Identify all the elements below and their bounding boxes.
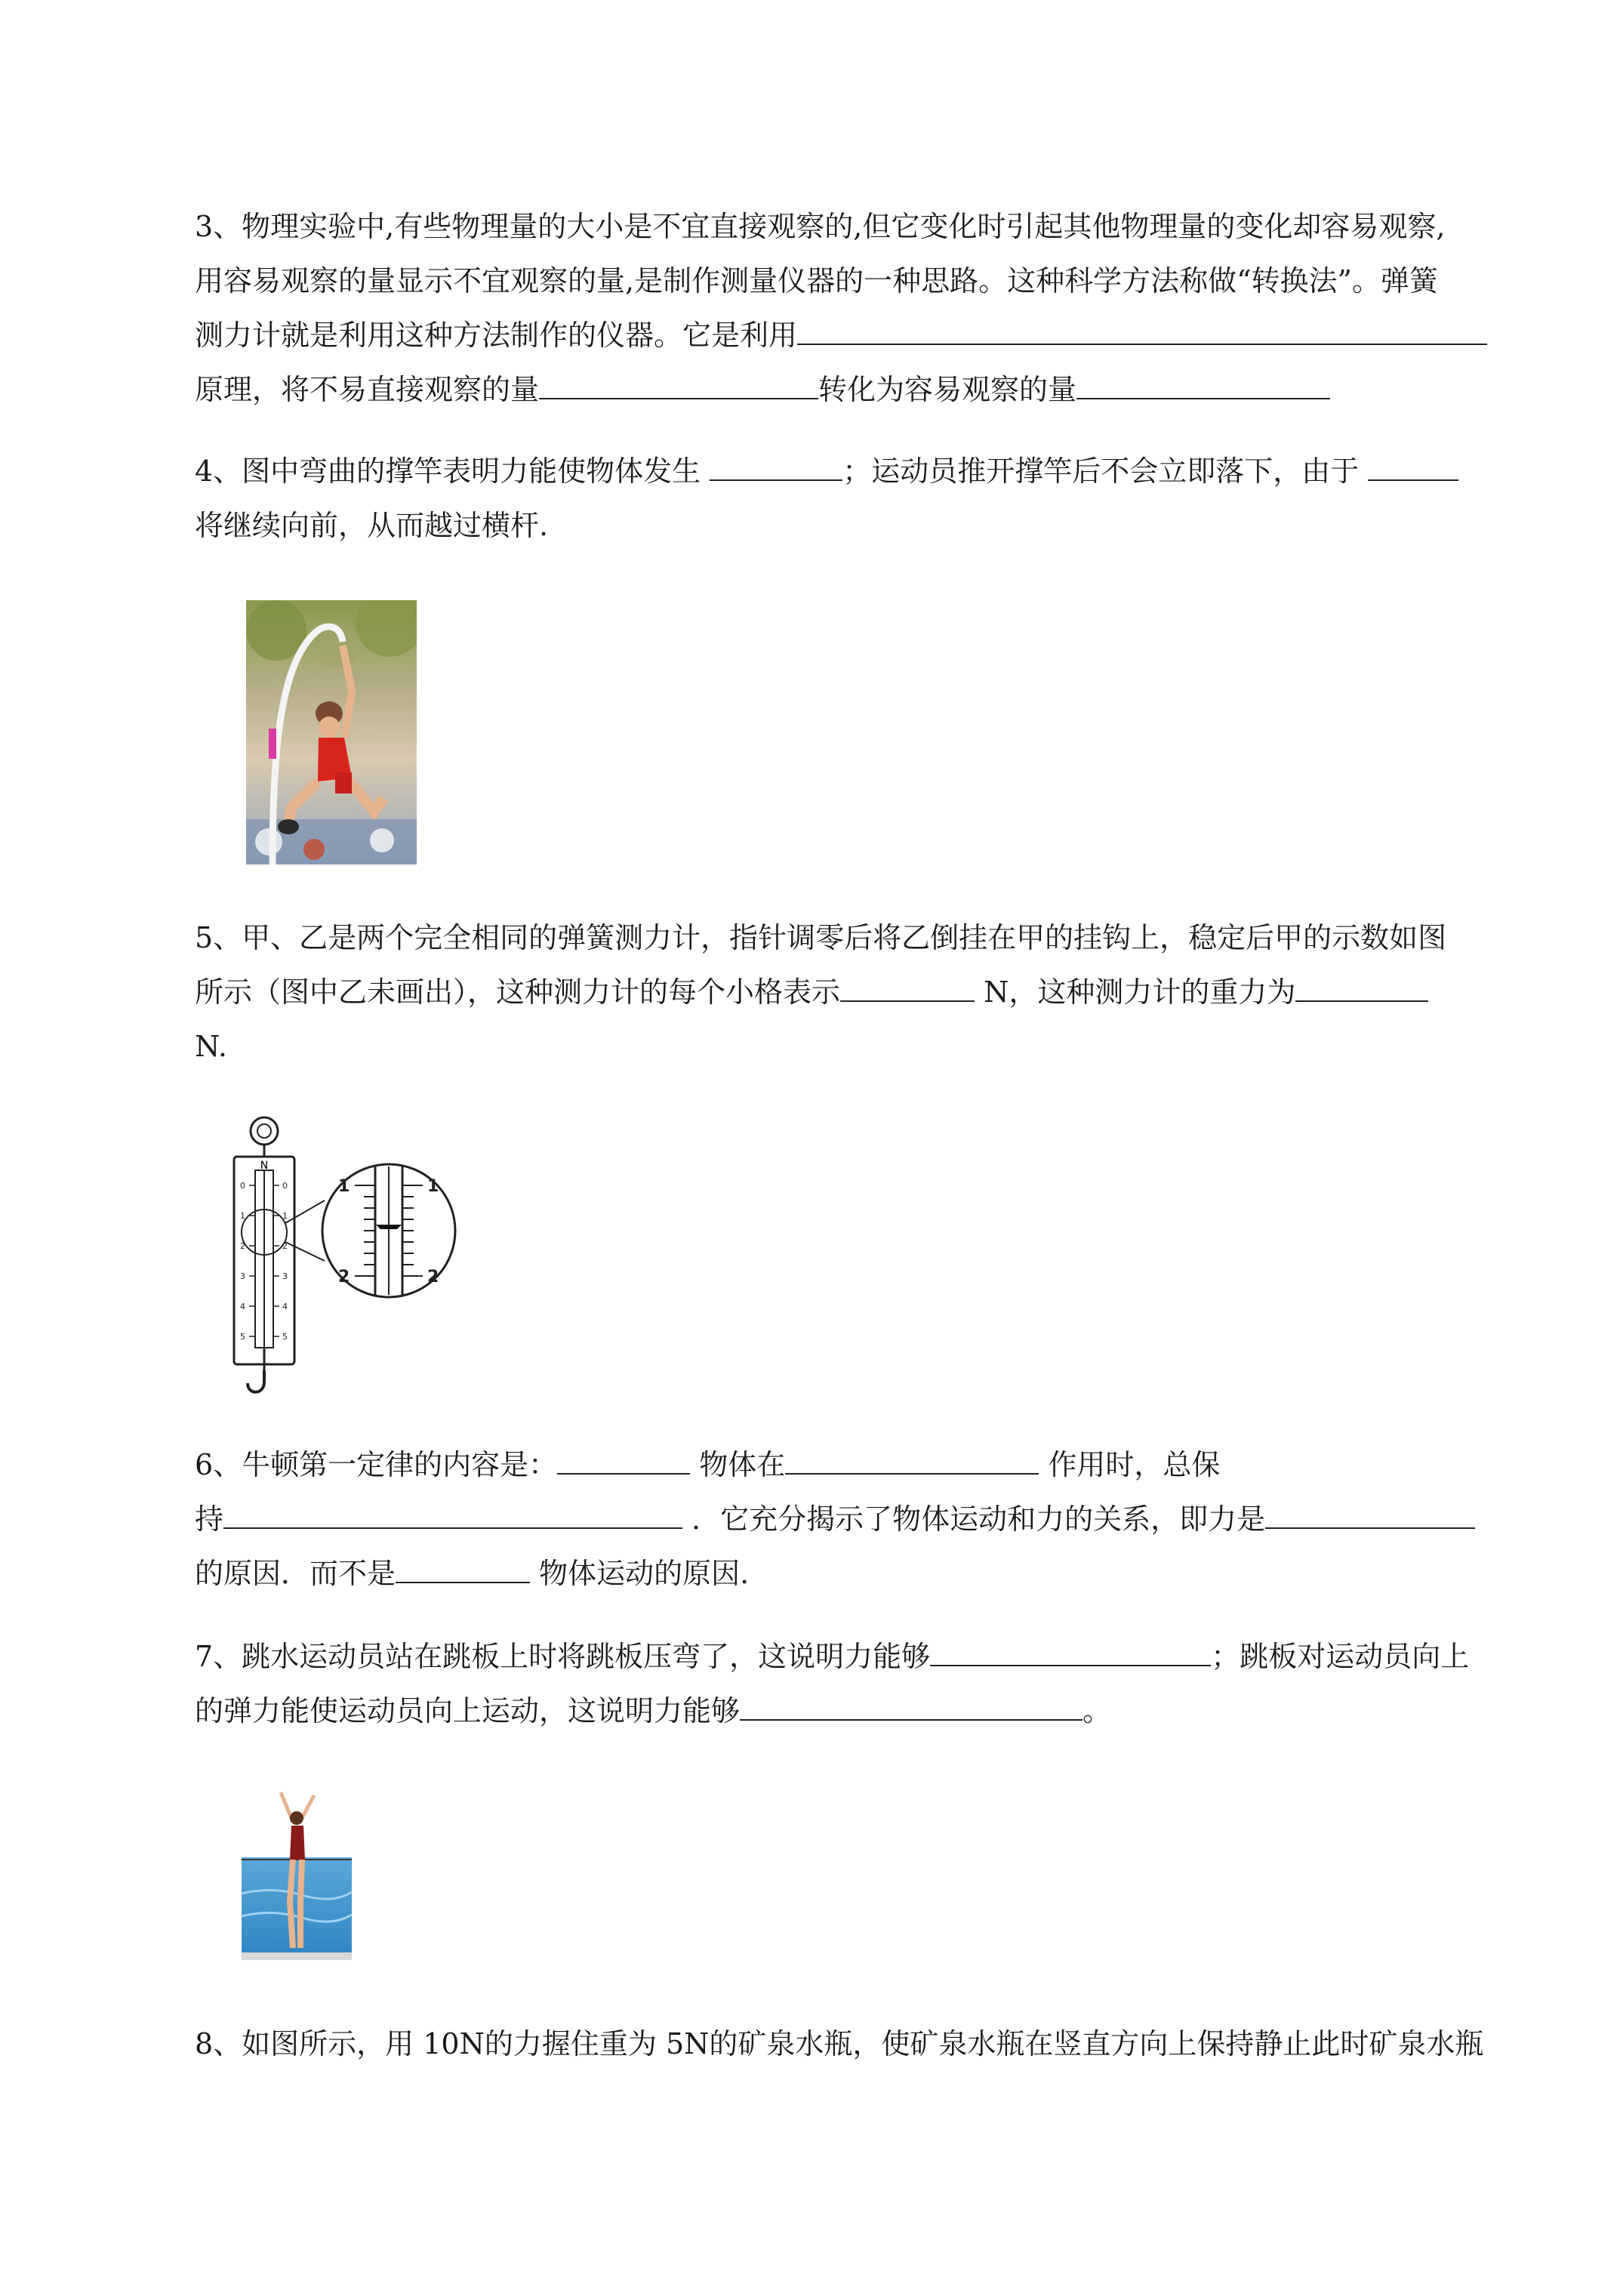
q3-line-3	[195, 308, 1523, 362]
spring-scale-illustration	[226, 1110, 468, 1404]
scale-tick-right: 2	[282, 1241, 288, 1251]
q6-text: ．它充分揭示了物体运动和力的关系，即力是	[682, 1502, 1266, 1536]
q7-blank-2[interactable]	[740, 1686, 1083, 1721]
q6-text: 持	[195, 1502, 224, 1536]
scale-tick-left: 1	[240, 1211, 245, 1221]
question-8	[195, 2017, 1523, 2071]
pole-vault-illustration	[246, 600, 417, 864]
question-6	[195, 1438, 1523, 1601]
scale-tick-left: 0	[240, 1181, 245, 1191]
q7-line-2	[195, 1684, 1523, 1738]
q3-line-2: 用容易观察的量显示不宜观察的量,是制作测量仪器的一种思路。这种科学方法称做“转换法”。弹簧	[195, 264, 1438, 297]
diving-photo	[226, 1788, 359, 1969]
q6-blank-4[interactable]	[1265, 1494, 1475, 1529]
q5-line-3: N.	[195, 1030, 227, 1063]
q7-line-1	[195, 1629, 1523, 1684]
question-3	[195, 199, 1523, 417]
q6-blank-3[interactable]	[223, 1494, 682, 1529]
q5-text: 所示（图中乙未画出），这种测力计的每个小格表示	[195, 975, 841, 1009]
q4-text: 4、图中弯曲的撑竿表明力能使物体发生	[195, 455, 710, 488]
q6-line-2	[195, 1492, 1523, 1546]
q3-text: 原理，将不易直接观察的量	[195, 373, 540, 406]
q6-text: 物体在	[690, 1448, 786, 1481]
q3-text: 测力计就是利用这种方法制作的仪器。它是利用	[195, 319, 798, 352]
q6-blank-2[interactable]	[785, 1440, 1039, 1475]
scale-tick-left: 4	[240, 1302, 245, 1311]
scale-tick-left: 2	[240, 1241, 245, 1251]
question-4	[195, 444, 1523, 553]
q8-line-1: 8、如图所示，用 10N的力握住重为 5N的矿泉水瓶，使矿泉水瓶在竖直方向上保持静止此时矿泉水瓶	[195, 2027, 1484, 2060]
q6-text: 作用时，总保	[1039, 1448, 1221, 1481]
scale-tick-left: 3	[240, 1271, 245, 1281]
scale-tick-right: 3	[282, 1271, 288, 1281]
scale-tick-right: 0	[282, 1181, 288, 1191]
spring-scale-diagram	[226, 1110, 468, 1404]
q4-line-2: 将继续向前，从而越过横杆.	[195, 509, 549, 542]
q3-line-4	[195, 362, 1523, 417]
q6-text: 的原因．而不是	[195, 1557, 396, 1590]
q6-blank-1[interactable]	[557, 1440, 690, 1475]
q5-blank-1[interactable]	[840, 967, 975, 1002]
q6-blank-5[interactable]	[396, 1549, 530, 1583]
diving-illustration	[226, 1788, 359, 1969]
q4-line-1	[195, 444, 1523, 498]
zoom-label-right: 2	[427, 1268, 439, 1287]
q3-line-1: 3、物理实验中,有些物理量的大小是不宜直接观察的,但它变化时引起其他物理量的变化却容易观察,	[195, 210, 1446, 243]
scale-tick-right: 4	[282, 1302, 288, 1311]
q5-text: N，这种测力计的重力为	[975, 975, 1296, 1009]
q7-text: 7、跳水运动员站在跳板上时将跳板压弯了，这说明力能够	[195, 1640, 931, 1673]
zoom-label-right: 1	[427, 1177, 439, 1196]
scale-tick-right: 1	[282, 1211, 288, 1221]
q5-line-2	[195, 965, 1523, 1019]
q7-blank-1[interactable]	[930, 1632, 1211, 1666]
q4-blank-2[interactable]	[1368, 446, 1458, 481]
pole-vault-photo	[246, 600, 417, 864]
q4-blank-1[interactable]	[710, 446, 842, 481]
q3-text: 转化为容易观察的量	[818, 373, 1077, 406]
question-5	[195, 911, 1523, 1074]
question-7	[195, 1629, 1523, 1738]
q7-text: 的弹力能使运动员向上运动，这说明力能够	[195, 1694, 741, 1727]
scale-tick-left: 5	[240, 1332, 245, 1342]
q3-blank-2[interactable]	[539, 365, 818, 399]
zoom-label-left: 1	[338, 1177, 350, 1196]
q6-line-1	[195, 1438, 1523, 1492]
q3-blank-1[interactable]	[797, 310, 1487, 345]
q3-blank-3[interactable]	[1076, 365, 1330, 399]
q6-line-3	[195, 1546, 1523, 1601]
scale-unit-label: N	[260, 1160, 269, 1172]
q4-text: ；运动员推开撑竿后不会立即落下，由于	[842, 455, 1369, 488]
q5-line-1: 5、甲、乙是两个完全相同的弹簧测力计，指针调零后将乙倒挂在甲的挂钩上，稳定后甲的示数如图	[195, 921, 1447, 954]
q5-blank-2[interactable]	[1295, 967, 1428, 1002]
zoom-label-left: 2	[338, 1268, 350, 1287]
scale-tick-right: 5	[282, 1332, 288, 1342]
q7-text: 。	[1083, 1694, 1112, 1727]
q7-text: ；跳板对运动员向上	[1211, 1640, 1470, 1673]
q6-text: 物体运动的原因.	[530, 1557, 750, 1590]
q6-text: 6、牛顿第一定律的内容是：	[195, 1448, 558, 1481]
